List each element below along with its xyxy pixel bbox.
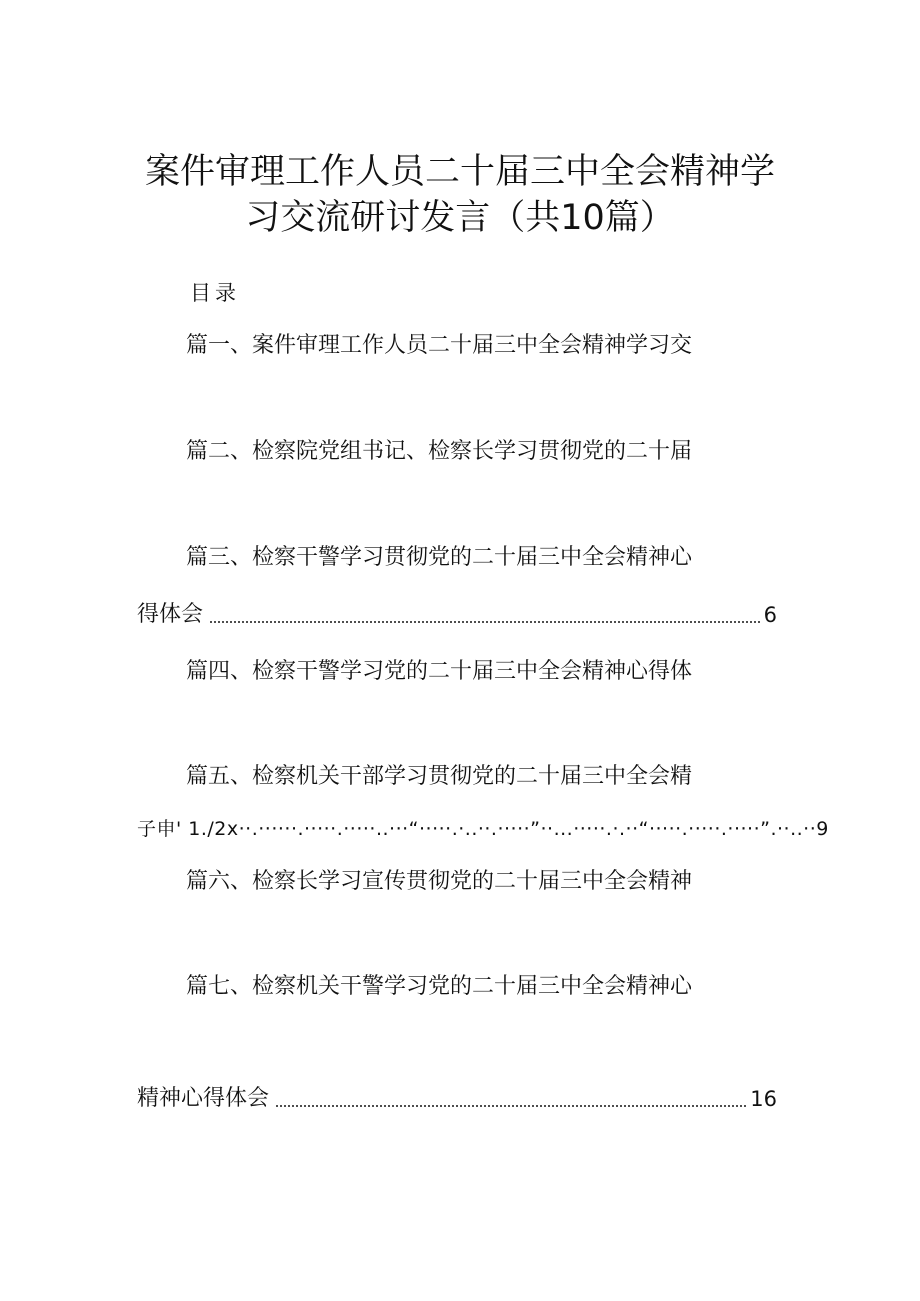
toc-heading: 目录 <box>190 281 240 305</box>
document-title-line-1: 案件审理工作人员二十届三中全会精神学 <box>144 152 775 192</box>
toc-entry-3-leader[interactable] <box>137 600 777 630</box>
dot-leader <box>209 621 760 623</box>
dot-leader <box>275 1105 746 1107</box>
toc-last-leader[interactable] <box>137 1084 777 1114</box>
toc-entry-2[interactable]: 篇二、检察院党组书记、检察长学习贯彻党的二十届 <box>186 439 693 464</box>
document-title-line-2: 习交流研讨发言（共10篇） <box>245 198 675 238</box>
toc-last-continuation: 精神心得体会 <box>137 1086 270 1111</box>
toc-last-page-number: 16 <box>750 1087 777 1111</box>
toc-entry-3-continuation: 得体会 <box>137 602 204 627</box>
toc-entry-5[interactable]: 篇五、检察机关干部学习贯彻党的二十届三中全会精 <box>186 764 693 789</box>
toc-entry-4[interactable]: 篇四、检察干警学习党的二十届三中全会精神心得体 <box>186 659 693 684</box>
toc-entry-6[interactable]: 篇六、检察长学习宣传贯彻党的二十届三中全会精神 <box>186 869 693 894</box>
toc-entry-3-page-number: 6 <box>763 603 777 627</box>
toc-entry-3[interactable]: 篇三、检察干警学习贯彻党的二十届三中全会精神心 <box>186 545 693 570</box>
toc-entry-1[interactable]: 篇一、案件审理工作人员二十届三中全会精神学习交 <box>186 333 693 358</box>
toc-entry-7[interactable]: 篇七、检察机关干警学习党的二十届三中全会精神心 <box>186 974 693 999</box>
toc-entry-5-continuation[interactable]: 子申' 1./2x··.······.·····.·····..···“·····.·..··.·····”··...·····.·.··“·····.·····.·····”.··..··9 <box>137 818 829 840</box>
